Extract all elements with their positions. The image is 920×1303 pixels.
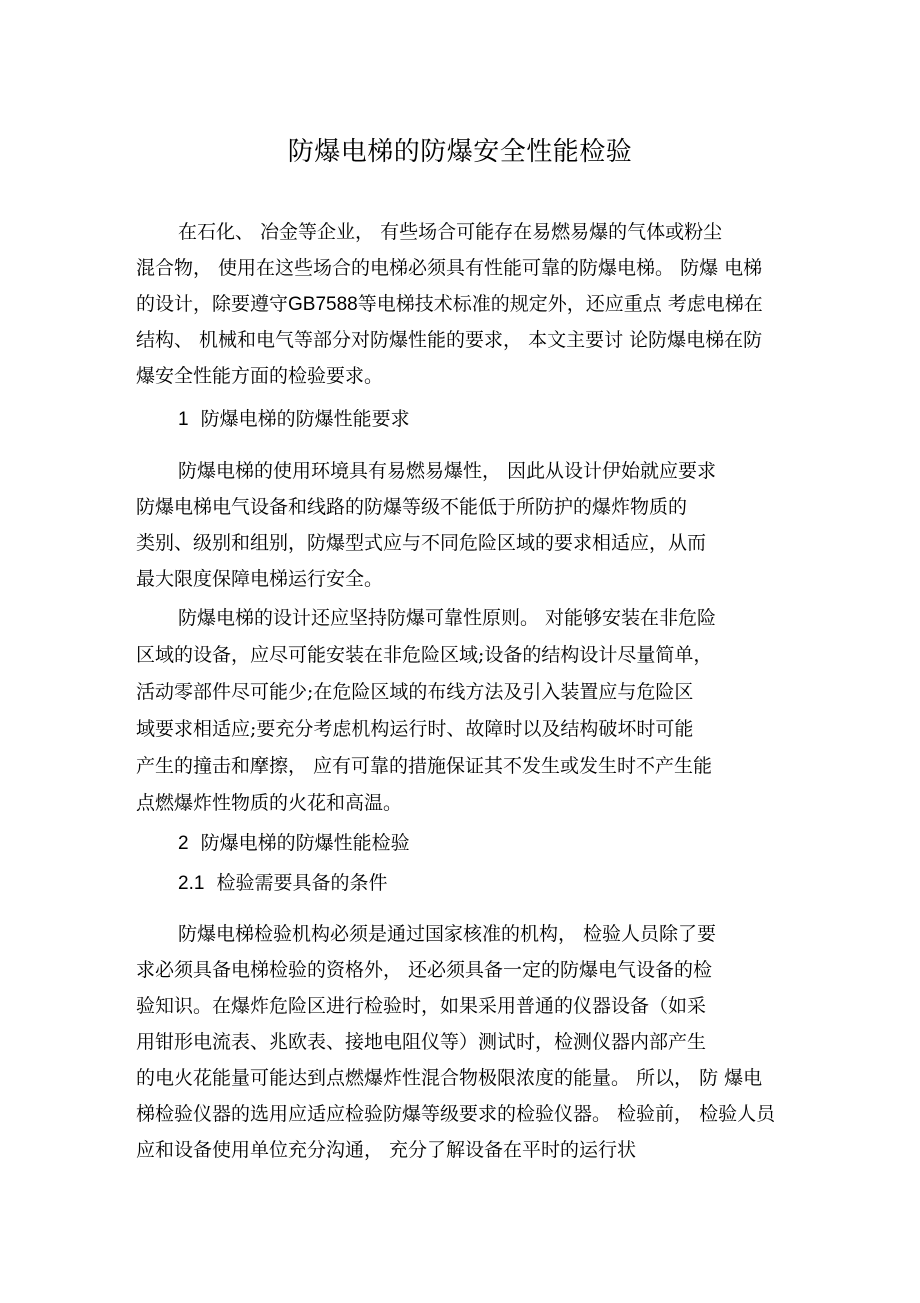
section-1-para-2-line-4: 域要求相适应;要充分考虑机构运行时、故障时以及结构破坏时可能	[136, 718, 694, 740]
subsection-2-1-heading	[178, 870, 388, 897]
section-1-para-1-line-3: 类别、级别和组别，防爆型式应与不同危险区域的要求相适应，从而	[136, 532, 707, 554]
intro-line-4: 结构、 机械和电气等部分对防爆性能的要求， 本文主要讨 论防爆电梯在防	[136, 329, 763, 351]
subsection-2-1-line-3: 验知识。在爆炸危险区进行检验时，如果采用普通的仪器设备（如采	[136, 995, 707, 1017]
subsection-2-1-line-1: 防爆电梯检验机构必须是通过国家核准的机构， 检验人员除了要	[178, 923, 717, 945]
standard-code: GB7588	[288, 294, 358, 315]
section-2-number: 2	[178, 833, 189, 854]
subsection-2-1-line-6: 梯检验仪器的选用应适应检验防爆等级要求的检验仪器。 检验前， 检验人员	[136, 1103, 776, 1125]
section-2-title: 防爆电梯的防爆性能检验	[200, 832, 410, 854]
section-1-para-1-line-2: 防爆电梯电气设备和线路的防爆等级不能低于所防护的爆炸物质的	[136, 496, 688, 518]
section-1-heading	[178, 406, 410, 433]
intro-line-1: 在石化、 冶金等企业， 有些场合可能存在易燃易爆的气体或粉尘	[178, 221, 723, 243]
intro-line-3-part-1: 的设计，除要遵守	[136, 293, 289, 315]
section-2-heading	[178, 830, 410, 857]
section-1-title: 防爆电梯的防爆性能要求	[200, 408, 410, 430]
subsection-2-1-line-4: 用钳形电流表、兆欧表、接地电阻仪等）测试时，检测仪器内部产生	[136, 1031, 707, 1053]
subsection-2-1-number: 2.1	[178, 873, 205, 894]
section-1-para-2-line-6: 点燃爆炸性物质的火花和高温。	[136, 792, 403, 814]
section-1-para-1-line-4: 最大限度保障电梯运行安全。	[136, 568, 384, 590]
section-1-para-1-line-1: 防爆电梯的使用环境具有易燃易爆性， 因此从设计伊始就应要求	[178, 460, 717, 482]
section-1-para-2-line-1: 防爆电梯的设计还应坚持防爆可靠性原则。 对能够安装在非危险	[178, 607, 717, 629]
subsection-2-1-line-2: 求必须具备电梯检验的资格外， 还必须具备一定的防爆电气设备的检	[136, 959, 713, 981]
intro-line-2: 混合物， 使用在这些场合的电梯必须具有性能可靠的防爆电梯。 防爆 电梯	[136, 257, 763, 279]
intro-line-5: 爆安全性能方面的检验要求。	[136, 365, 384, 387]
document-title: 防爆电梯的防爆安全性能检验	[287, 137, 633, 167]
subsection-2-1-line-5: 的电火花能量可能达到点燃爆炸性混合物极限浓度的能量。 所以， 防 爆电	[136, 1067, 763, 1089]
intro-line-3-part-2: 等电梯技术标准的规定外，还应重点 考虑电梯在	[357, 293, 763, 315]
section-1-para-2-line-2: 区域的设备，应尽可能安装在非危险区域;设备的结构设计尽量简单，	[136, 644, 713, 666]
intro-line-3	[136, 291, 763, 318]
section-1-para-2-line-3: 活动零部件尽可能少;在危险区域的布线方法及引入装置应与危险区	[136, 681, 694, 703]
subsection-2-1-line-7: 应和设备使用单位充分沟通， 充分了解设备在平时的运行状	[136, 1139, 637, 1161]
subsection-2-1-title: 检验需要具备的条件	[216, 872, 388, 894]
section-1-number: 1	[178, 409, 189, 430]
section-1-para-2-line-5: 产生的撞击和摩擦， 应有可靠的措施保证其不发生或发生时不产生能	[136, 755, 713, 777]
